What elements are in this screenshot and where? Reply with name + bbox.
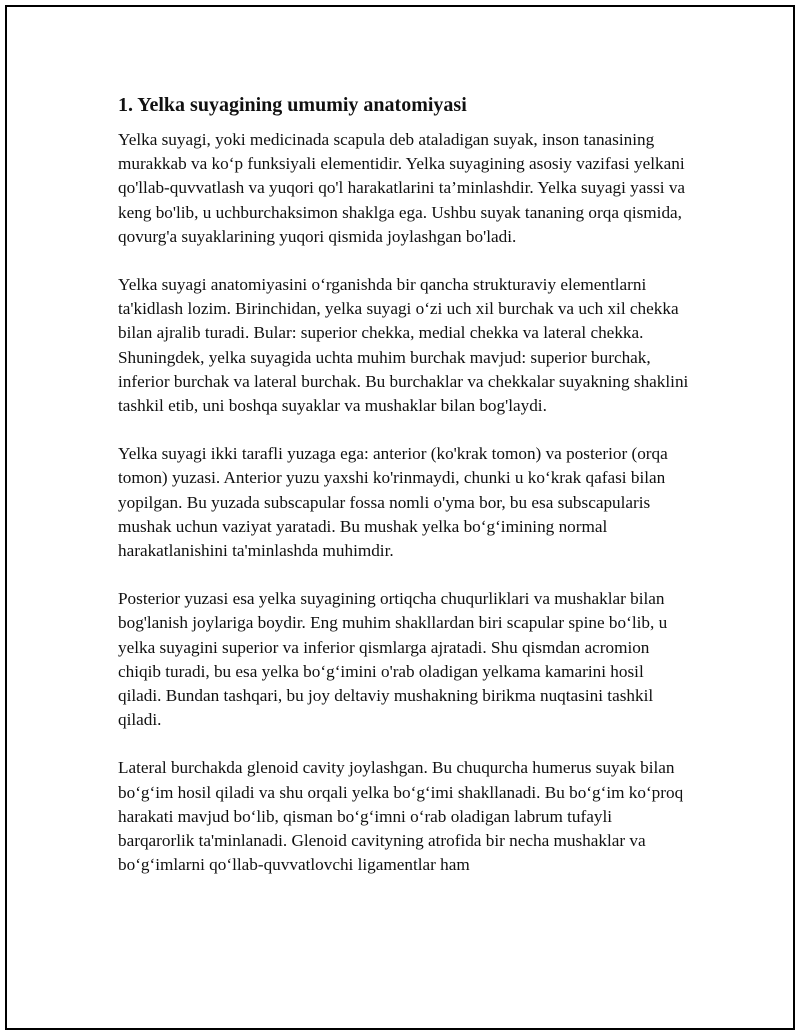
paragraph-5: Lateral burchakda glenoid cavity joylashgan. Bu chuqurcha humerus suyak bilan bo‘g‘im hosil qiladi va shu orqali yelka bo‘g‘imi shakllanadi. Bu bo‘g‘im ko‘proq harakati mavjud bo‘lib, qisman bo‘g‘imni o‘rab oladigan labrum tufayli barqarorlik ta'minlanadi. Glenoid cavityning atrofida bir necha mushaklar va bo‘g‘imlarni qo‘llab-quvvatlovchi ligamentlar ham	[118, 758, 684, 875]
paragraph-1: Yelka suyagi, yoki medicinada scapula deb ataladigan suyak, inson tanasining murakkab va ko‘p funksiyali elementidir. Yelka suyagining asosiy vazifasi yelkani qo'llab-quvvatlash va yuqori qo'l harakatlarini ta’minlashdir. Yelka suyagi yassi va keng bo'lib, u uchburchaksimon shaklga ega. Ushbu suyak tananing orqa qismida, qovurg'a suyaklarining yuqori qismida joylashgan bo'ladi.	[118, 130, 686, 246]
paragraph-2: Yelka suyagi anatomiyasini o‘rganishda bir qancha strukturaviy elementlarni ta'kidlash lozim. Birinchidan, yelka suyagi o‘zi uch xil burchak va uch xil chekka bilan ajralib turadi. Bular: superior chekka, medial chekka va lateral chekka. Shuningdek, yelka suyagida uchta muhim burchak mavjud: superior burchak, inferior burchak va lateral burchak. Bu burchaklar va chekkalar suyakning shaklini tashkil etib, uni boshqa suyaklar va mushaklar bilan bog'laydi.	[118, 275, 689, 416]
section-heading: 1. Yelka suyagining umumiy anatomiyasi	[118, 94, 467, 116]
paragraph-3: Yelka suyagi ikki tarafli yuzaga ega: anterior (ko'krak tomon) va posterior (orqa tomon) yuzasi. Anterior yuzu yaxshi ko'rinmaydi, chunki u ko‘krak qafasi bilan yopilgan. Bu yuzada subscapular fossa nomli o'yma bor, bu esa subscapularis mushak uchun vaziyat yaratadi. Bu mushak yelka bo‘g‘imining normal harakatlanishini ta'minlashda muhimdir.	[118, 444, 668, 561]
document-body	[118, 92, 690, 901]
paragraph-4: Posterior yuzasi esa yelka suyagining ortiqcha chuqurliklari va mushaklar bilan bog'lanish joylariga boydir. Eng muhim shakllardan biri scapular spine bo‘lib, u yelka suyagini superior va inferior qismlarga ajratadi. Shu qismdan acromion chiqib turadi, bu esa yelka bo‘g‘imini o'rab oladigan yelkama kamarini hosil qiladi. Bundan tashqari, bu joy deltaviy mushakning birikma nuqtasini tashkil qiladi.	[118, 589, 668, 730]
